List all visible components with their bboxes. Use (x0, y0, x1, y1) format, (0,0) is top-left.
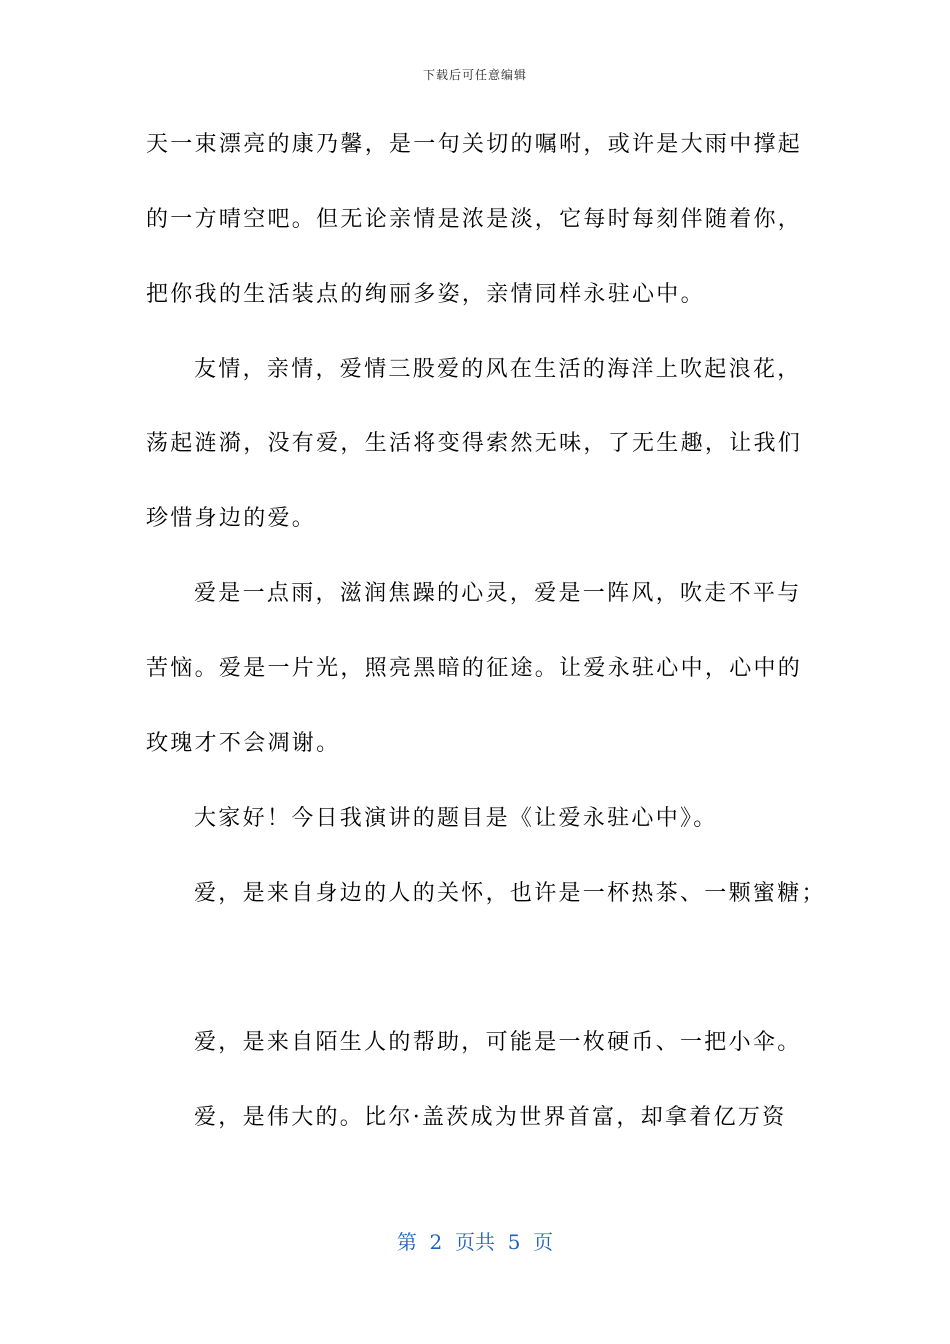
text-line: 苦恼。爱是一片光，照亮黑暗的征途。让爱永驻心中，心中的 (146, 656, 803, 681)
text-line: 荡起涟漪，没有爱，生活将变得索然无味，了无生趣，让我们 (146, 431, 803, 456)
page-header: 下载后可任意编辑 (422, 68, 527, 82)
page-number-footer: 第 2 页共 5 页 (396, 1230, 554, 1254)
text-line: 把你我的生活装点的绚丽多姿，亲情同样永驻心中。 (146, 282, 705, 307)
text-line: 的一方晴空吧。但无论亲情是浓是淡，它每时每刻伴随着你， (146, 207, 803, 232)
paragraph-first-line: 爱，是来自陌生人的帮助，可能是一枚硬币、一把小伞。 (194, 1030, 802, 1055)
text-line: 玫瑰才不会凋谢。 (146, 731, 341, 756)
paragraph-first-line: 友情，亲情，爱情三股爱的风在生活的海洋上吹起浪花， (194, 357, 802, 382)
paragraph-first-line: 爱，是伟大的。比尔·盖茨成为世界首富，却拿着亿万资 (194, 1105, 787, 1130)
paragraph-first-line: 爱是一点雨，滋润焦躁的心灵，爱是一阵风，吹走不平与 (194, 581, 802, 606)
text-line: 珍惜身边的爱。 (146, 506, 317, 531)
paragraph-first-line: 大家好！今日我演讲的题目是《让爱永驻心中》。 (194, 806, 718, 831)
paragraph-first-line: 爱，是来自身边的人的关怀，也许是一杯热茶、一颗蜜糖； (194, 881, 826, 906)
text-line: 天一束漂亮的康乃馨，是一句关切的嘱咐，或许是大雨中撑起 (146, 132, 803, 157)
